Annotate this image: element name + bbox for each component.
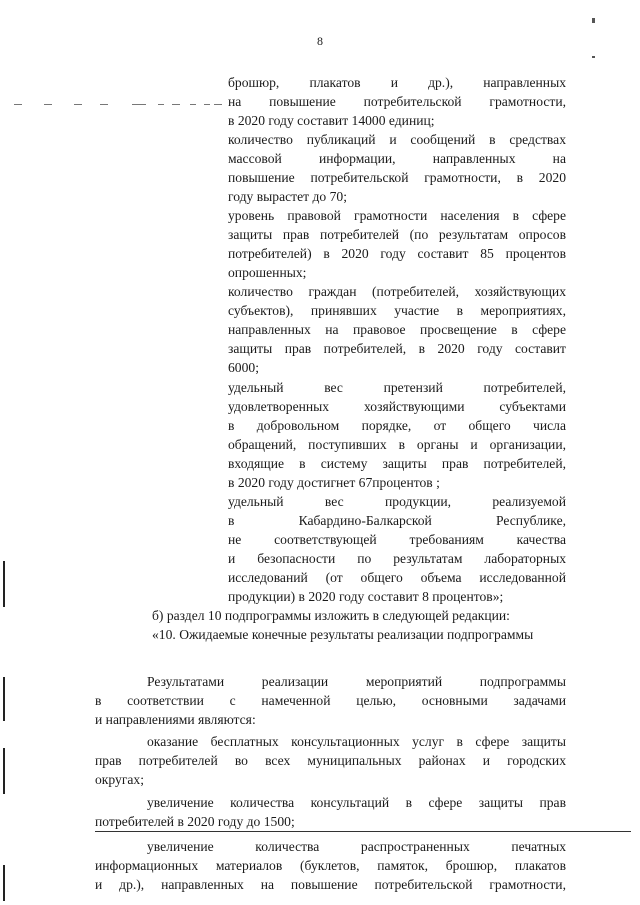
cont-line: в добровольном порядке, от общего числа	[228, 418, 566, 433]
body-line: прав потребителей во всех муниципальных районах и городских	[95, 753, 566, 768]
cont-line: количество публикаций и сообщений в средствах	[228, 132, 566, 147]
cont-line: в Кабардино-Балкарской Республике,	[228, 513, 566, 528]
body-line: оказание бесплатных консультационных услуг в сфере защиты	[147, 734, 566, 749]
scan-dash	[132, 104, 146, 105]
cont-line: защиты прав потребителей, в 2020 году составит	[228, 341, 566, 356]
body-line: округах;	[95, 772, 144, 787]
cont-line: продукции) в 2020 году составит 8 процентов»;	[228, 589, 504, 604]
scan-dash	[14, 104, 22, 105]
scan-edge-mark	[3, 748, 5, 794]
body-line: увеличение количества консультаций в сфере защиты прав	[147, 795, 566, 810]
cont-line: удельный вес продукции, реализуемой	[228, 494, 566, 509]
cont-line: субъектов), принявших участие в мероприятиях,	[228, 303, 566, 318]
body-line: потребителей в 2020 году до 1500;	[95, 814, 295, 829]
cont-line: 6000;	[228, 360, 259, 375]
cont-line: потребителей) в 2020 году составит 85 процентов	[228, 246, 566, 261]
scan-dash	[100, 104, 108, 105]
cont-line: исследований (от общего объема исследованной	[228, 570, 566, 585]
cont-line: повышение потребительской грамотности, в 2020	[228, 170, 566, 185]
cont-line: количество граждан (потребителей, хозяйствующих	[228, 284, 566, 299]
scan-dash	[44, 104, 52, 105]
cont-line: в 2020 году достигнет 67процентов ;	[228, 475, 440, 490]
cont-line: брошюр, плакатов и др.), направленных	[228, 75, 566, 90]
horizontal-rule	[95, 831, 631, 832]
body-line: в соответствии с намеченной целью, основными задачами	[95, 693, 566, 708]
scan-dash	[190, 104, 196, 105]
scan-dash	[214, 104, 222, 105]
scan-edge-mark	[3, 677, 5, 721]
scan-dash	[158, 104, 164, 105]
scan-speck	[592, 56, 595, 58]
cont-line: на повышение потребительской грамотности,	[228, 94, 566, 109]
body-line: и направлениями являются:	[95, 712, 256, 727]
scan-edge-mark	[3, 561, 5, 607]
page-number: 8	[317, 34, 323, 48]
cont-line: уровень правовой грамотности населения в сфере	[228, 208, 566, 223]
cont-line: массовой информации, направленных на	[228, 151, 566, 166]
section-title: «10. Ожидаемые конечные результаты реализации подпрограммы	[152, 627, 534, 642]
scan-edge-mark	[3, 865, 5, 901]
cont-line: защиты прав потребителей (по результатам опросов	[228, 227, 566, 242]
scan-dash	[204, 104, 210, 105]
cont-line: обращений, поступивших в органы и организации,	[228, 437, 566, 452]
cont-line: и безопасности по результатам лабораторных	[228, 551, 566, 566]
body-line: Результатами реализации мероприятий подпрограммы	[147, 674, 566, 689]
cont-line: в 2020 году составит 14000 единиц;	[228, 113, 435, 128]
scan-speck	[592, 18, 595, 23]
cont-line: удовлетворенных хозяйствующими субъектами	[228, 399, 566, 414]
cont-line: опрошенных;	[228, 265, 307, 280]
cont-line: году вырастет до 70;	[228, 189, 347, 204]
cont-line: не соответствующей требованиям качества	[228, 532, 566, 547]
scan-dash	[172, 104, 180, 105]
cont-line: удельный вес претензий потребителей,	[228, 380, 566, 395]
body-line: и др.), направленных на повышение потребительской грамотности,	[95, 877, 566, 892]
amendment-instruction: б) раздел 10 подпрограммы изложить в следующей редакции:	[152, 608, 510, 623]
body-line: информационных материалов (буклетов, памяток, брошюр, плакатов	[95, 858, 566, 873]
body-line: увеличение количества распространенных печатных	[147, 839, 566, 854]
scan-dash	[74, 104, 82, 105]
cont-line: входящие в систему защиты прав потребителей,	[228, 456, 566, 471]
cont-line: направленных на правовое просвещение в сфере	[228, 322, 566, 337]
